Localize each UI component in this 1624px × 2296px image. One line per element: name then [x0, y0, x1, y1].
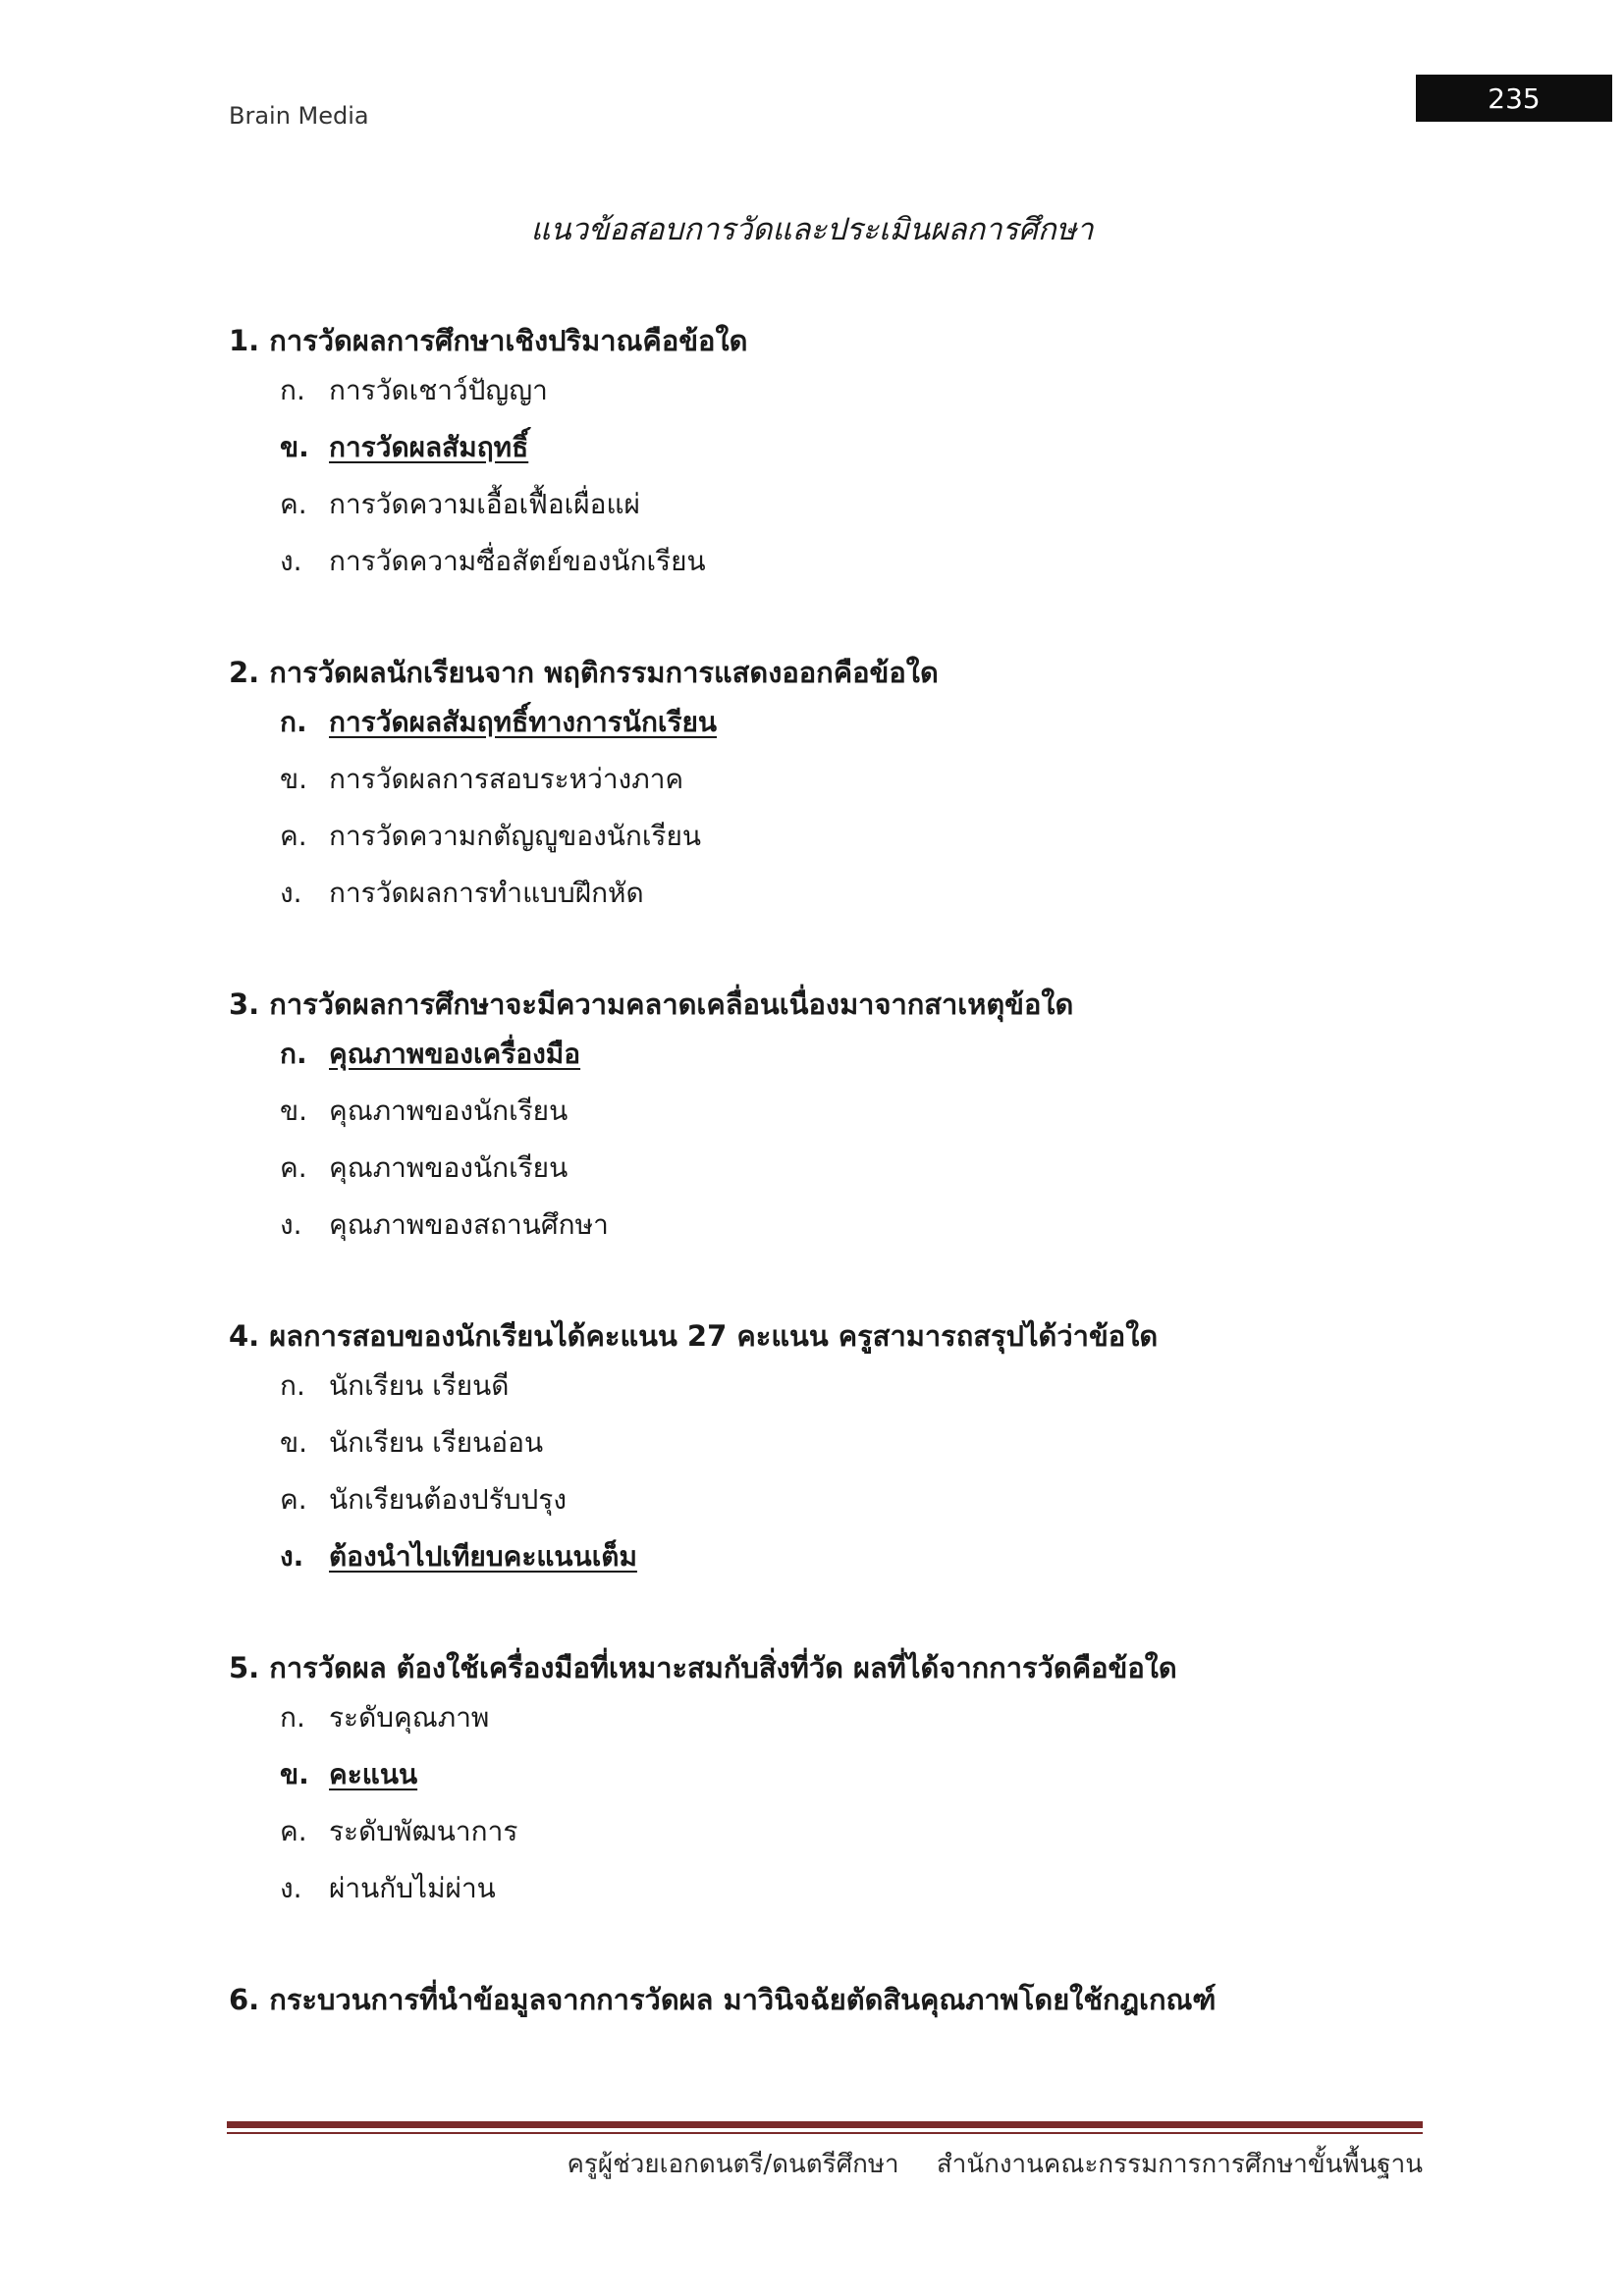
question-text: 1. การวัดผลการศึกษาเชิงปริมาณคือข้อใด	[229, 324, 748, 357]
answer-choice	[280, 1471, 1505, 1528]
choice-text: นักเรียนต้องปรับปรุง	[329, 1483, 567, 1516]
correct-choice	[280, 1746, 1505, 1803]
footer-rule	[227, 2121, 1423, 2128]
choice-letter: ง.	[280, 545, 302, 577]
answer-choice	[280, 1860, 1505, 1917]
choice-letter: ก.	[280, 1369, 305, 1402]
choice-letter: ง.	[280, 877, 302, 909]
choice-text: การวัดผลสัมฤทธิ์	[329, 431, 529, 463]
choice-letter: ข.	[280, 1095, 308, 1127]
choice-letter: ก.	[280, 706, 307, 738]
choice-text: การวัดผลการทำแบบฝึกหัด	[329, 877, 644, 909]
question-list	[229, 319, 1505, 2082]
choice-text: การวัดผลสัมฤทธิ์ทางการนักเรียน	[329, 706, 718, 738]
choice-letter: ค.	[280, 1815, 307, 1847]
choice-letter: ก.	[280, 1038, 307, 1070]
question-text: 4. ผลการสอบของนักเรียนได้คะแนน 27 คะแนน ครูสามารถสรุปได้ว่าข้อใด	[229, 1319, 1159, 1353]
choice-text: คุณภาพของเครื่องมือ	[329, 1038, 581, 1070]
correct-choice	[280, 419, 1505, 476]
choice-text: การวัดความกตัญญูของนักเรียน	[329, 820, 701, 852]
question-text: 3. การวัดผลการศึกษาจะมีความคลาดเคลื่อนเนื่องมาจากสาเหตุข้อใด	[229, 988, 1074, 1021]
footer-rule-thin	[227, 2132, 1423, 2134]
page-number: 235	[1416, 75, 1612, 122]
page-title: แนวข้อสอบการวัดและประเมินผลการศึกษา	[530, 212, 1094, 247]
answer-choice	[280, 865, 1505, 922]
answer-choice	[280, 362, 1505, 419]
choice-letter: ง.	[280, 1208, 302, 1241]
choice-text: คุณภาพของสถานศึกษา	[329, 1208, 609, 1241]
correct-choice	[280, 1528, 1505, 1585]
choice-text: นักเรียน เรียนอ่อน	[329, 1426, 544, 1459]
choice-text: การวัดความซื่อสัตย์ของนักเรียน	[329, 545, 706, 577]
question-text: 2. การวัดผลนักเรียนจาก พฤติกรรมการแสดงออกคือข้อใด	[229, 656, 939, 689]
question-item	[229, 651, 1505, 922]
question-item	[229, 1314, 1505, 1585]
choice-letter: ง.	[280, 1540, 304, 1573]
choice-letter: ค.	[280, 488, 307, 520]
choice-letter: ค.	[280, 1483, 307, 1516]
choice-text: การวัดความเอื้อเฟื้อเผื่อแผ่	[329, 488, 640, 520]
answer-choice	[280, 1140, 1505, 1197]
answer-choice	[280, 533, 1505, 590]
choice-letter: ค.	[280, 820, 307, 852]
choice-text: คะแนน	[329, 1758, 418, 1790]
choice-text: การวัดผลการสอบระหว่างภาค	[329, 763, 684, 795]
choice-letter: ข.	[280, 763, 308, 795]
choice-letter: ข.	[280, 1426, 308, 1459]
choice-letter: ข.	[280, 1758, 309, 1790]
answer-choice	[280, 1197, 1505, 1254]
choice-text: นักเรียน เรียนดี	[329, 1369, 510, 1402]
answer-choice	[280, 476, 1505, 533]
question-item	[229, 983, 1505, 1254]
question-item	[229, 319, 1505, 590]
choice-letter: ค.	[280, 1151, 307, 1184]
answer-choice	[280, 1803, 1505, 1860]
answer-choice	[280, 1358, 1505, 1415]
choice-text: ผ่านกับไม่ผ่าน	[329, 1872, 496, 1904]
answer-choice	[280, 751, 1505, 808]
answer-choice	[280, 1083, 1505, 1140]
question-item	[229, 1646, 1505, 1917]
choice-letter: ข.	[280, 431, 309, 463]
publisher-label: Brain Media	[229, 102, 369, 130]
choice-text: ต้องนำไปเทียบคะแนนเต็ม	[329, 1540, 637, 1573]
answer-choice	[280, 808, 1505, 865]
question-text: 5. การวัดผล ต้องใช้เครื่องมือที่เหมาะสมกับสิ่งที่วัด ผลที่ได้จากการวัดคือข้อใด	[229, 1651, 1177, 1684]
choice-text: คุณภาพของนักเรียน	[329, 1095, 568, 1127]
question-text: 6. กระบวนการที่นำข้อมูลจากการวัดผล มาวินิจฉัยตัดสินคุณภาพโดยใช้กฎเกณฑ์	[229, 1983, 1217, 2016]
answer-choice	[280, 1415, 1505, 1471]
choice-letter: ก.	[280, 374, 305, 406]
footer-agency: สำนักงานคณะกรรมการการศึกษาขั้นพื้นฐาน	[936, 2150, 1423, 2179]
correct-choice	[280, 694, 1505, 751]
choice-text: ระดับพัฒนาการ	[329, 1815, 518, 1847]
footer-course: ครูผู้ช่วยเอกดนตรี/ดนตรีศึกษา	[567, 2150, 899, 2179]
choice-text: การวัดเชาว์ปัญญา	[329, 374, 548, 406]
question-item	[229, 1978, 1505, 2021]
choice-letter: ก.	[280, 1701, 305, 1734]
answer-choice	[280, 1689, 1505, 1746]
footer	[568, 2144, 1423, 2184]
choice-text: คุณภาพของนักเรียน	[329, 1151, 568, 1184]
choice-letter: ง.	[280, 1872, 302, 1904]
choice-text: ระดับคุณภาพ	[329, 1701, 490, 1734]
correct-choice	[280, 1026, 1505, 1083]
